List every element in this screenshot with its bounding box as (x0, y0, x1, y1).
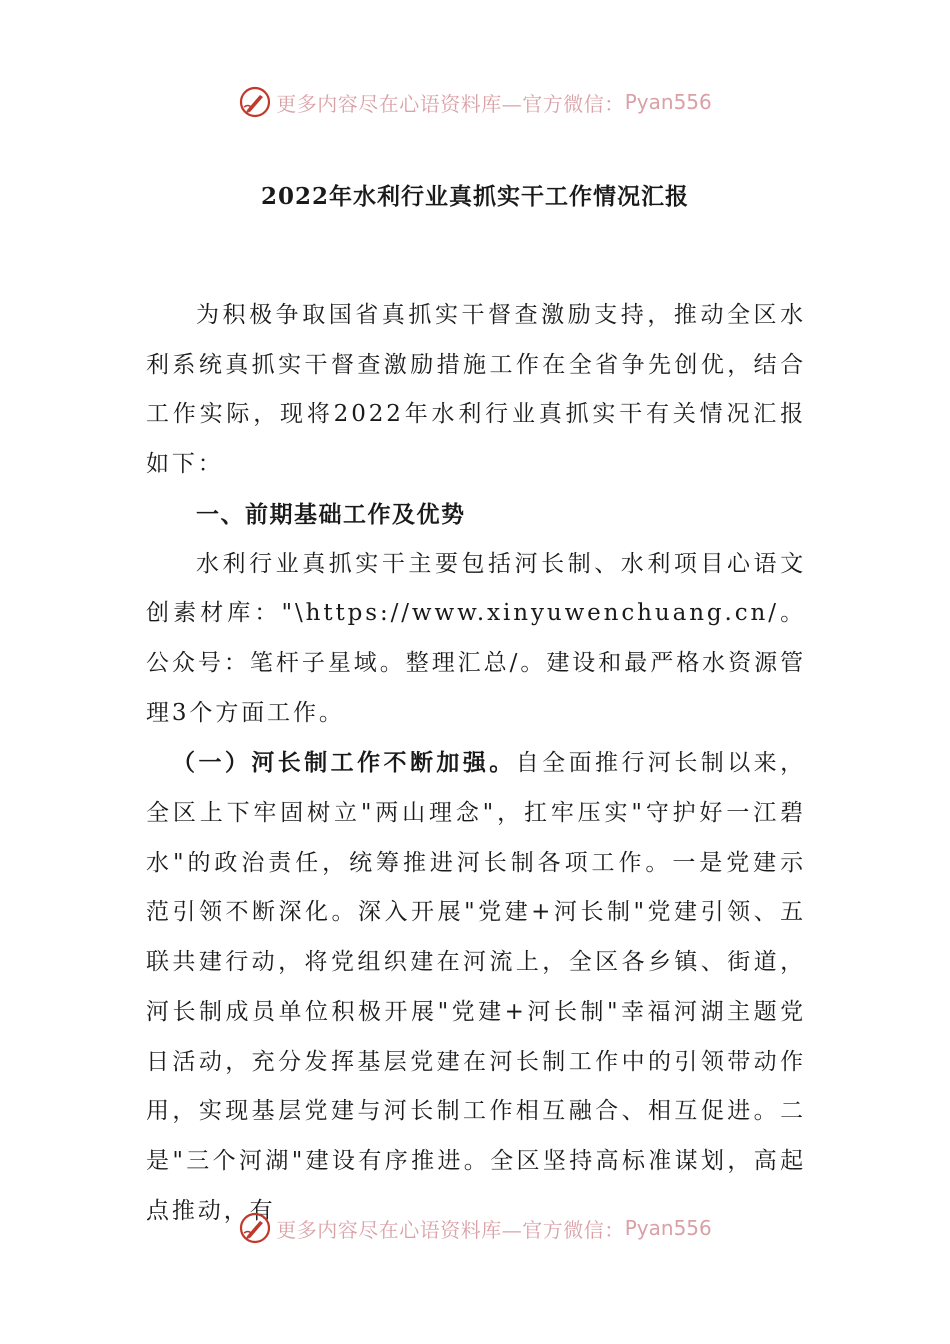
footer-watermark-banner (0, 1206, 950, 1250)
paragraph-3 (146, 738, 806, 1236)
header-watermark-banner (0, 80, 950, 124)
intro-paragraph: 为积极争取国省真抓实干督查激励支持，推动全区水利系统真抓实干督查激励措施工作在全省争先创优，结合工作实际，现将2022年水利行业真抓实干有关情况汇报如下： (146, 302, 806, 478)
pen-logo-icon (238, 85, 272, 119)
banner-wechat-id: Pyan556 (624, 90, 712, 114)
pen-logo-icon (238, 1211, 272, 1245)
banner-text: 更多内容尽在心语资料库—官方微信： (276, 1217, 625, 1242)
paragraph-3-body: 自全面推行河长制以来，全区上下牢固树立"两山理念"，扛牢压实"守护好一江碧水"的政治责任，统筹推进河长制各项工作。一是党建示范引领不断深化。深入开展"党建+河长制"党建引领、五联共建行动，将党组织建在河流上，全区各乡镇、街道，河长制成员单位积极开展"党建+河长制"幸福河湖主题党日活动，充分发挥基层党建在河长制工作中的引领带动作用，实现基层党建与河长制工作相互融合、相互促进。二是"三个河湖"建设有序推进。全区坚持高标准谋划，高起点推动，有 (146, 750, 807, 1224)
paragraph-2: 水利行业真抓实干主要包括河长制、水利项目心语文创素材库："\https://www.xinyuwenchuang.cn/。公众号：笔杆子星域。整理汇总/。建设和最严格水资源管理3个方面工作。 (146, 550, 806, 726)
document-body (146, 291, 806, 1236)
document-title: 2022年水利行业真抓实干工作情况汇报 (260, 183, 689, 210)
section-heading-1: 一、前期基础工作及优势 (196, 500, 466, 528)
banner-text: 更多内容尽在心语资料库—官方微信： (276, 91, 625, 116)
banner-wechat-id: Pyan556 (624, 1216, 712, 1240)
subsection-lead: （一）河长制工作不断加强。 (172, 749, 516, 777)
